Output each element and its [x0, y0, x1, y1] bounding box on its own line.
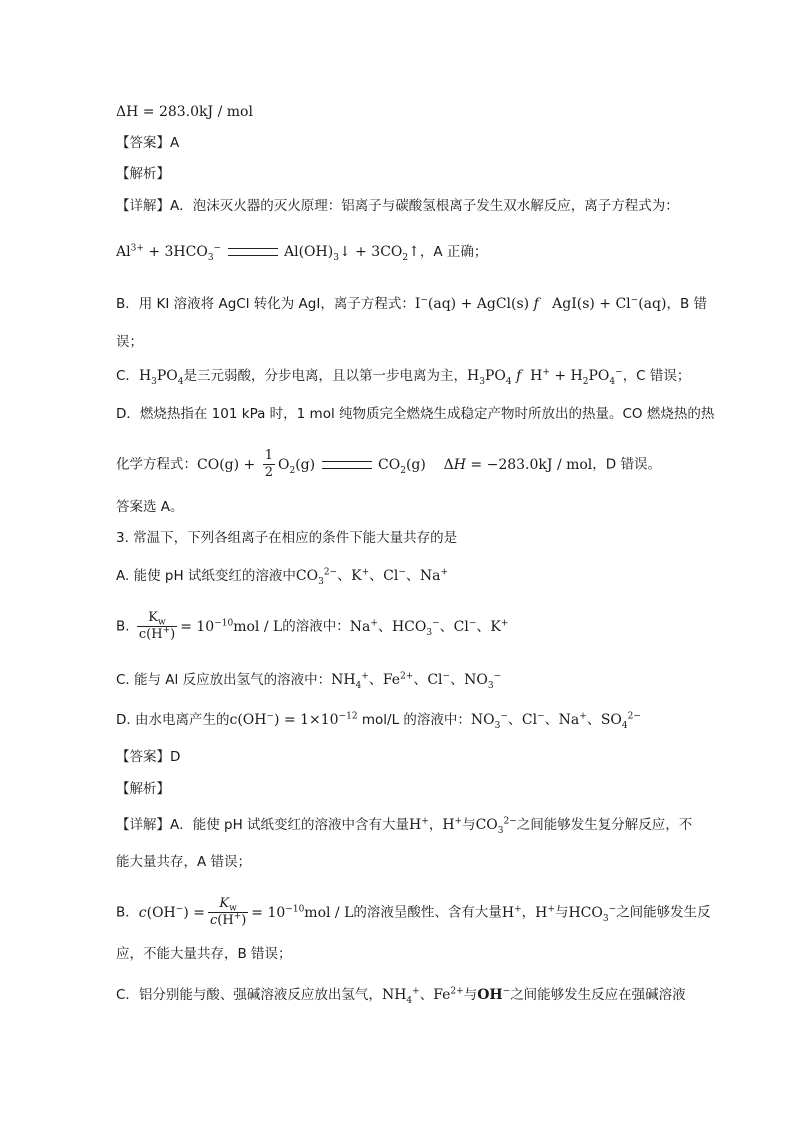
- q2-d-line: D．燃烧热指在 101 kPa 时，1 mol 纯物质完全燃烧生成稳定产物时所放出的热量。CO 燃烧热的热: [116, 406, 715, 422]
- q2-answer: A: [170, 135, 180, 151]
- q2-a-text: A．泡沫灭火器的灭火原理：铝离子与碳酸氢根离子发生双水解反应，离子方程式为：: [170, 198, 679, 214]
- q3-answer-line: [116, 747, 180, 767]
- q3-exp-b-tail: 之间能够发生反: [616, 904, 711, 921]
- q3-opt-c-ions: $NH_4^+$、$Fe^{2+}$、Cl−、$NO_3^-$: [331, 671, 502, 691]
- q2-conclusion: 答案选 A。: [116, 499, 184, 515]
- q3-exp-a-tail: 之间能够发生复分解反应，不: [516, 817, 693, 833]
- q3-exp-a: 【详解】A．能使 pH 试纸变红的溶液中含有大量H+，H+与$CO_3^{2-}$之间能够发生复分解反应，不: [116, 816, 693, 836]
- q3-exp-b-mid3: 与: [554, 904, 569, 921]
- q3-exp-b-pre: B．: [116, 904, 139, 921]
- q2-c-tail: ，C 错误；: [622, 368, 691, 384]
- q3-stem: 3. 常温下，下列各组离子在相应的条件下能大量共存的是: [116, 530, 458, 546]
- q3-opt-a-ions: $CO_3^{2-}$、K+、Cl−、Na+: [295, 567, 449, 587]
- q2-detail-a: [116, 196, 679, 216]
- q2-d-line2: [116, 448, 661, 481]
- q2-b-line: [116, 294, 707, 314]
- q3-opt-b-mid: 的溶液中：: [282, 618, 350, 635]
- q3-detail-tag: 【详解】: [116, 817, 170, 833]
- q3-opt-b-pre: B.: [116, 618, 130, 635]
- q3-opt-d-ions: $NO_3^-$、Cl−、Na+、$SO_4^{2-}$: [470, 711, 641, 731]
- answer-tag: 【答案】: [116, 135, 170, 151]
- detail-tag: 【详解】: [116, 198, 170, 214]
- q3-exp-c-text: C．铝分别能与酸、强碱溶液反应放出氢气，: [116, 987, 382, 1003]
- h3po4: $H_3PO_4$: [138, 368, 184, 387]
- q2-answer-line: [116, 133, 179, 153]
- q3-exp-c: C．铝分别能与酸、强碱溶液反应放出氢气，$NH_4^+$、$Fe^{2+}$与OH−之间能够发生反应在强碱溶液: [116, 986, 686, 1006]
- q2-c-line: [116, 366, 690, 386]
- q3-opt-d-text: D. 由水电离产生的: [116, 712, 230, 728]
- q2-c-text: C．: [116, 368, 139, 384]
- eq-d: CO(g) + $\frac{1}{2}$ $O_2(g)$ $CO_2(g)$ ΔH = −283.0kJ / mol: [197, 448, 593, 480]
- kw-fraction-2: $\frac{K_w}{c(H^+)}$: [209, 896, 247, 928]
- q2-a-tail: ，A 正确；: [419, 244, 488, 260]
- q2-b-tail2: 误；: [116, 334, 143, 350]
- eq-b: I−(aq) + AgCl(s) f AgI(s) + Cl−(aq): [414, 295, 667, 312]
- q3-exp-b-mid2: ，: [521, 904, 536, 921]
- q3-exp-c-tail: 之间能够发生反应在强碱溶液: [510, 987, 686, 1003]
- q3-option-a: [116, 566, 448, 586]
- q3-answer: D: [170, 749, 181, 765]
- q3-opt-b-ions: Na+、$HCO_3^-$、Cl−、K+: [349, 617, 509, 638]
- q3-exp-c-mid: 、: [419, 987, 434, 1003]
- eq-c: $H_3PO_4$ f $H^+ + H_2PO_4^-$: [467, 367, 623, 387]
- q3-answer-tag: 【答案】: [116, 749, 170, 765]
- q3-exp-b-mid: 的溶液呈酸性、含有大量: [353, 904, 502, 921]
- analysis-tag: 【解析】: [116, 166, 170, 182]
- q3-option-d: [116, 710, 641, 730]
- delta-h-line: ΔH = 283.0kJ / mol: [116, 104, 253, 120]
- q2-d-tail: ，D 错误。: [592, 456, 661, 473]
- q2-b-tail: ，B 错: [666, 296, 708, 312]
- q3-exp-b2: 应，不能大量共存，B 错误；: [116, 946, 292, 962]
- q3-option-c: [116, 670, 501, 690]
- q3-analysis-tag: 【解析】: [116, 781, 170, 797]
- eq-a: $Al^{3+} + 3HCO_3^-$ $Al(OH)_3↓$ + $3CO_2↑$: [116, 243, 420, 263]
- q3-opt-d-mid: mol/L 的溶液中：: [361, 712, 471, 728]
- q2-equation-a: [116, 242, 487, 262]
- kw-fraction: $\frac{K_w}{c(H^+)}$: [138, 610, 176, 642]
- q3-exp-a2: 能大量共存，A 错误；: [116, 854, 252, 870]
- q3-exp-a-mid2: 与: [462, 817, 476, 833]
- q2-b-text: B．用 KI 溶液将 AgCl 转化为 AgI，离子方程式：: [116, 296, 415, 312]
- q3-opt-c-text: C. 能与 Al 反应放出氢气的溶液中：: [116, 672, 332, 688]
- q3-exp-a-text: A．能使 pH 试纸变红的溶液中含有大量: [170, 817, 410, 833]
- q3-exp-c-mid2: 与: [463, 987, 478, 1003]
- q2-c-mid: 是三元弱酸，分步电离，且以第一步电离为主，: [183, 368, 468, 384]
- q2-d-text2: 化学方程式：: [116, 456, 197, 473]
- q3-exp-b: B．c(OH−) = $\frac{K_w}{c(H^+)}$ = $10^{-10}mol$ / L的溶液呈酸性、含有大量H+，H+与$HCO_3^-$之间能够发生反: [116, 896, 711, 928]
- q3-option-b: B. $\frac{K_w}{c(H^+)}$ = $10^{-10}mol$ / L的溶液中：Na+、$HCO_3^-$、Cl−、K+: [116, 610, 509, 642]
- q3-opt-a-text: A. 能使 pH 试纸变红的溶液中: [116, 568, 296, 584]
- q3-opt-d-expr: $c(OH^-) = 1\times 10^{-12}$: [229, 711, 358, 728]
- q3-exp-a-mid: ，: [428, 817, 443, 833]
